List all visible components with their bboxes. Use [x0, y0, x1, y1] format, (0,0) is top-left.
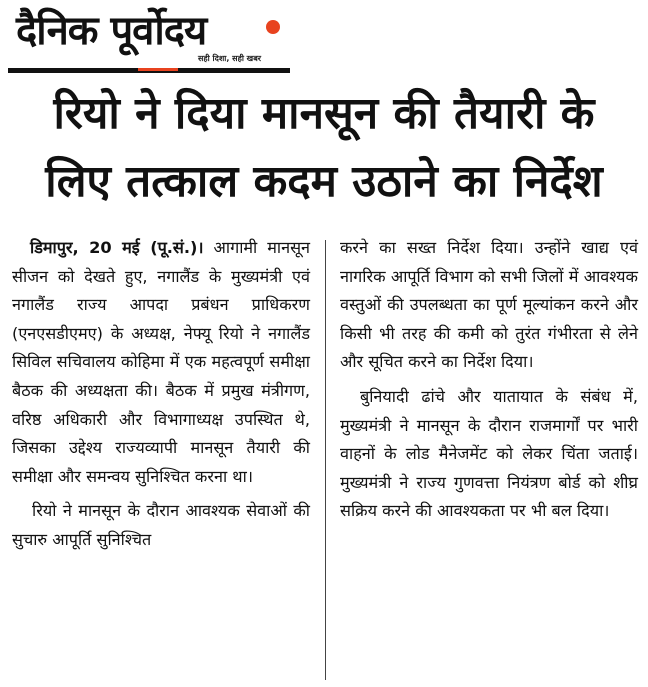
paragraph-1-text: आगामी मानसून सीजन को देखते हुए, नगालैंड के मुख्यमंत्री एवं नगालैंड राज्य आपदा प्रबंधन प्राधिकरण (एनएसडीएमए) के अध्यक्ष, नेफ्यू रियो ने नगालैंड सिविल सचिवालय कोहिमा में एक महत्वपूर्ण समीक्षा बैठक की अध्यक्षता की। बैठक में प्रमुख मंत्रीगण, वरिष्ठ अधिकारी और विभागाध्यक्ष उपस्थित थे, जिसका उद्देश्य राज्यव्यापी मानसून तैयारी की समीक्षा और समन्वय सुनिश्चित करना था।: [12, 238, 310, 486]
paragraph-3: करने का सख्त निर्देश दिया। उन्होंने खाद्य एवं नागरिक आपूर्ति विभाग को सभी जिलों में आवश्यक वस्तुओं की उपलब्धता का पूर्ण मूल्यांकन करने और किसी भी तरह की कमी को तुरंत गंभीरता से लेने और सूचित करने का निर्देश दिया।: [340, 238, 638, 372]
column-divider: [325, 240, 326, 680]
masthead: [8, 6, 308, 76]
headline-line-1: रियो ने दिया मानसून की तैयारी के: [53, 88, 595, 139]
paragraph-4: बुनियादी ढांचे और यातायात के संबंध में, मुख्यमंत्री ने मानसून के दौरान राजमार्गों पर भारी वाहनों के लोड मैनेजमेंट को लेकर चिंता जताई। मुख्यमंत्री ने राज्य गुणवत्ता नियंत्रण बोर्ड को शीघ्र सक्रिय करने की आवश्यकता पर भी बल दिया।: [340, 386, 638, 521]
paragraph-2: रियो ने मानसून के दौरान आवश्यक सेवाओं की सुचारु आपूर्ति सुनिश्चित: [12, 501, 310, 549]
paragraph-1: [12, 234, 310, 491]
headline-line-2: लिए तत्काल कदम उठाने का निर्देश: [45, 156, 603, 207]
dateline: डिमापुर, 20 मई (पू.सं.)।: [30, 238, 204, 257]
article-column-left: [12, 234, 310, 555]
logo-dot-icon: [266, 20, 280, 34]
masthead-accent-line: [138, 68, 178, 71]
newspaper-tagline: सही दिशा, सही खबर: [198, 54, 262, 63]
article-column-right: [340, 234, 638, 526]
article-headline: [0, 80, 648, 216]
newspaper-logo: दैनिक पूर्वोदय: [16, 8, 207, 54]
